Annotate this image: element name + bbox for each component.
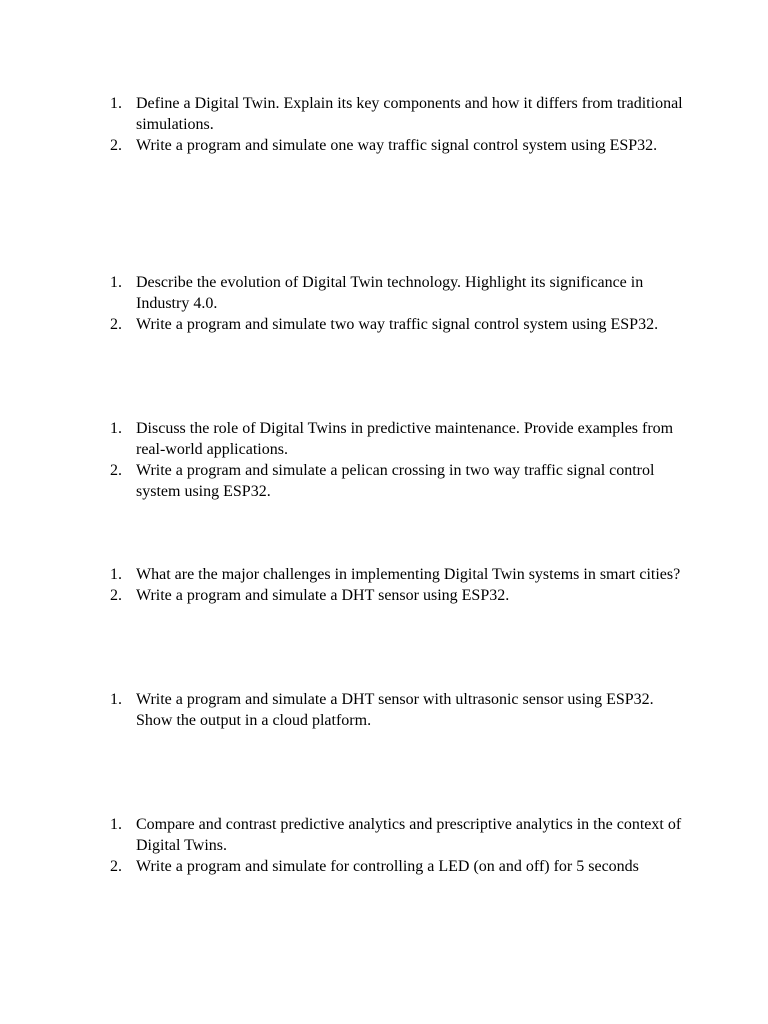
question-set-4 — [110, 564, 690, 606]
item-number: 2. — [110, 858, 122, 875]
item-number: 1. — [110, 95, 122, 112]
item-text: Define a Digital Twin. Explain its key components and how it differs from traditional simulations. — [136, 95, 683, 133]
question-set-2 — [110, 272, 690, 335]
list-item — [110, 689, 690, 731]
item-number: 1. — [110, 816, 122, 833]
list-item — [110, 272, 690, 314]
item-number: 1. — [110, 691, 122, 708]
item-number: 1. — [110, 274, 122, 291]
question-set-1 — [110, 93, 690, 156]
list-item — [110, 460, 690, 502]
question-set-6 — [110, 814, 690, 877]
item-number: 2. — [110, 462, 122, 479]
item-text: Write a program and simulate a pelican crossing in two way traffic signal control system using ESP32. — [136, 462, 655, 500]
list-item — [110, 314, 690, 335]
item-number: 2. — [110, 316, 122, 333]
list-item — [110, 135, 690, 156]
question-set-5 — [110, 689, 690, 731]
item-number: 2. — [110, 587, 122, 604]
item-text: Write a program and simulate for controlling a LED (on and off) for 5 seconds — [136, 858, 639, 875]
item-number: 1. — [110, 566, 122, 583]
item-text: What are the major challenges in implementing Digital Twin systems in smart cities? — [136, 566, 681, 583]
list-item — [110, 418, 690, 460]
item-text: Write a program and simulate a DHT sensor using ESP32. — [136, 587, 510, 604]
list-item — [110, 585, 690, 606]
item-text: Discuss the role of Digital Twins in predictive maintenance. Provide examples from real-world applications. — [136, 420, 674, 458]
list-item — [110, 93, 690, 135]
item-text: Write a program and simulate two way traffic signal control system using ESP32. — [136, 316, 659, 333]
item-text: Describe the evolution of Digital Twin technology. Highlight its significance in Industry 4.0. — [136, 274, 644, 312]
item-number: 1. — [110, 420, 122, 437]
item-number: 2. — [110, 137, 122, 154]
item-text: Compare and contrast predictive analytics and prescriptive analytics in the context of Digital Twins. — [136, 816, 682, 854]
list-item — [110, 564, 690, 585]
item-text: Write a program and simulate one way traffic signal control system using ESP32. — [136, 137, 658, 154]
question-set-3 — [110, 418, 690, 502]
list-item — [110, 814, 690, 856]
item-text: Write a program and simulate a DHT sensor with ultrasonic sensor using ESP32. Show the output in a cloud platform. — [136, 691, 654, 729]
list-item — [110, 856, 690, 877]
